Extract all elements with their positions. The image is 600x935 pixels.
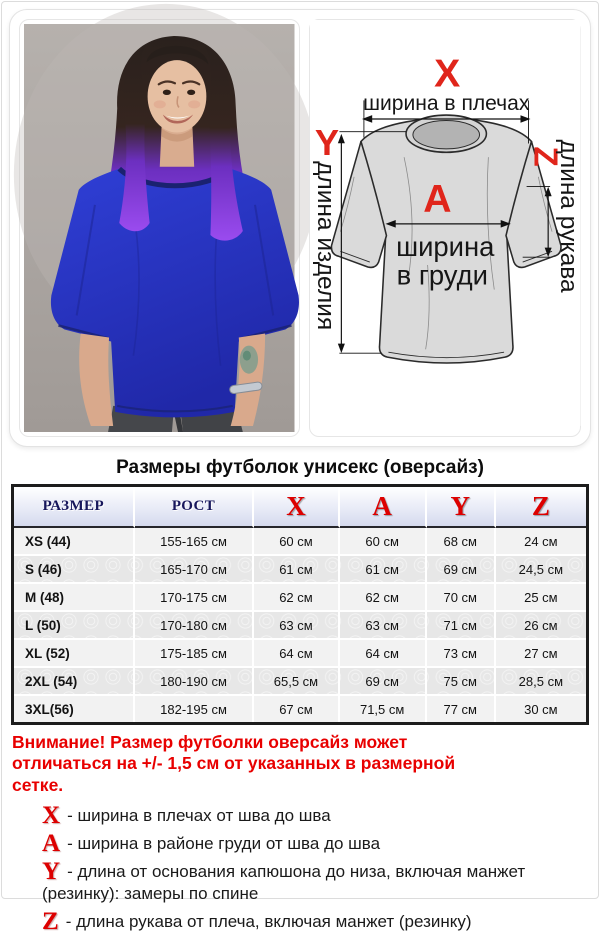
cell-height: 180-190 см xyxy=(135,666,255,694)
dim-y-label: длина изделия xyxy=(311,161,339,331)
cell-height: 182-195 см xyxy=(135,694,255,722)
cell-y: 75 см xyxy=(427,666,496,694)
dim-a-letter: A xyxy=(422,178,452,222)
size-table xyxy=(11,484,589,725)
cell-height: 165-170 см xyxy=(135,554,255,582)
cell-z: 26 см xyxy=(496,610,586,638)
cell-height: 155-165 см xyxy=(135,528,255,554)
cell-y: 73 см xyxy=(427,638,496,666)
legend-item-z xyxy=(42,908,586,935)
legend-letter-z: Z xyxy=(42,908,59,935)
cell-z: 24,5 см xyxy=(496,554,586,582)
col-header-a: A xyxy=(340,487,427,528)
dim-a-label-1: ширина xyxy=(395,231,494,263)
cell-x: 67 см xyxy=(254,694,339,722)
cell-z: 24 см xyxy=(524,533,558,549)
table-row xyxy=(14,638,586,666)
cell-a: 60 см xyxy=(340,528,427,554)
dim-y-letter: Y xyxy=(314,122,339,164)
size-guide-page xyxy=(1,1,599,935)
legend-item-y xyxy=(42,858,586,905)
measurement-diagram[interactable] xyxy=(309,19,582,437)
cell-x: 64 см xyxy=(254,638,339,666)
table-row xyxy=(14,694,586,722)
legend-letter-x: X xyxy=(42,802,61,830)
legend-item-x xyxy=(42,802,586,830)
legend-letter-y: Y xyxy=(42,858,61,886)
table-row xyxy=(14,528,586,554)
table-row xyxy=(14,666,586,694)
cell-x: 60 см xyxy=(254,528,339,554)
cell-a: 64 см xyxy=(340,638,427,666)
col-header-height: РОСТ xyxy=(135,487,255,528)
page-title: Размеры футболок унисекс (оверсайз) xyxy=(116,457,484,478)
dim-z-label: длина рукава xyxy=(554,139,582,293)
cell-y: 68 см xyxy=(427,528,496,554)
model-photo-illustration xyxy=(24,24,295,432)
cell-size: M (48) xyxy=(14,582,135,610)
col-header-size: РАЗМЕР xyxy=(14,487,135,528)
legend-letter-a: A xyxy=(42,830,61,858)
product-images xyxy=(9,9,591,447)
cell-height: 170-180 см xyxy=(135,610,255,638)
cell-height: 175-185 см xyxy=(135,638,255,666)
cell-a: 69 см xyxy=(340,666,427,694)
model-photo[interactable] xyxy=(19,19,300,437)
cell-size: L (50) xyxy=(14,610,135,638)
cell-size: 3XL(56) xyxy=(14,694,135,722)
cell-z: 28,5 см xyxy=(496,666,586,694)
table-header-row xyxy=(14,487,586,528)
cell-y: 70 см xyxy=(427,582,496,610)
legend-item-a xyxy=(42,830,586,858)
cell-x: 63 см xyxy=(254,610,339,638)
warning-text: Внимание! Размер футболки оверсайз может отличаться на +/- 1,5 см от указанных в размерной сетке. xyxy=(12,732,456,795)
cell-x: 65,5 см xyxy=(254,666,339,694)
cell-a: 71,5 см xyxy=(340,694,427,722)
dim-a-label-2: в груди xyxy=(396,259,488,291)
dim-x-label: ширина в плечах xyxy=(362,92,529,116)
measurement-diagram-svg xyxy=(310,20,581,436)
cell-size: S (46) xyxy=(14,554,135,582)
dim-z-letter: Z xyxy=(525,146,563,167)
cell-size: 2XL (54) xyxy=(14,666,135,694)
legend-text-y: - длина от основания капюшона до низа, включая манжет (резинку): замеры по спине xyxy=(42,862,526,904)
table-row xyxy=(14,610,586,638)
face xyxy=(148,60,207,132)
cell-y: 77 см xyxy=(427,694,496,722)
legend-text-x: - ширина в плечах от шва до шва xyxy=(67,806,331,826)
table-row xyxy=(14,554,586,582)
table-row xyxy=(14,582,586,610)
cell-y: 71 см xyxy=(427,610,496,638)
measurement-legend xyxy=(42,802,586,935)
cell-height: 170-175 см xyxy=(135,582,255,610)
cell-z: 30 см xyxy=(496,694,586,722)
cell-a: 61 см xyxy=(340,554,427,582)
cell-z: 27 см xyxy=(496,638,586,666)
cell-x: 61 см xyxy=(254,554,339,582)
cell-size: XL (52) xyxy=(14,638,135,666)
legend-text-a: - ширина в районе груди от шва до шва xyxy=(67,834,381,854)
col-header-x: X xyxy=(254,487,339,528)
col-header-y: Y xyxy=(427,487,496,528)
cell-z: 25 см xyxy=(496,582,586,610)
cell-y: 69 см xyxy=(427,554,496,582)
legend-text-z: - длина рукава от плеча, включая манжет (резинку) xyxy=(65,912,472,932)
cell-a: 63 см xyxy=(340,610,427,638)
cell-x: 62 см xyxy=(254,582,339,610)
col-header-z: Z xyxy=(496,487,586,528)
dim-x-letter: X xyxy=(433,52,460,96)
cell-a: 62 см xyxy=(340,582,427,610)
cell-size: XS (44) xyxy=(14,528,135,554)
